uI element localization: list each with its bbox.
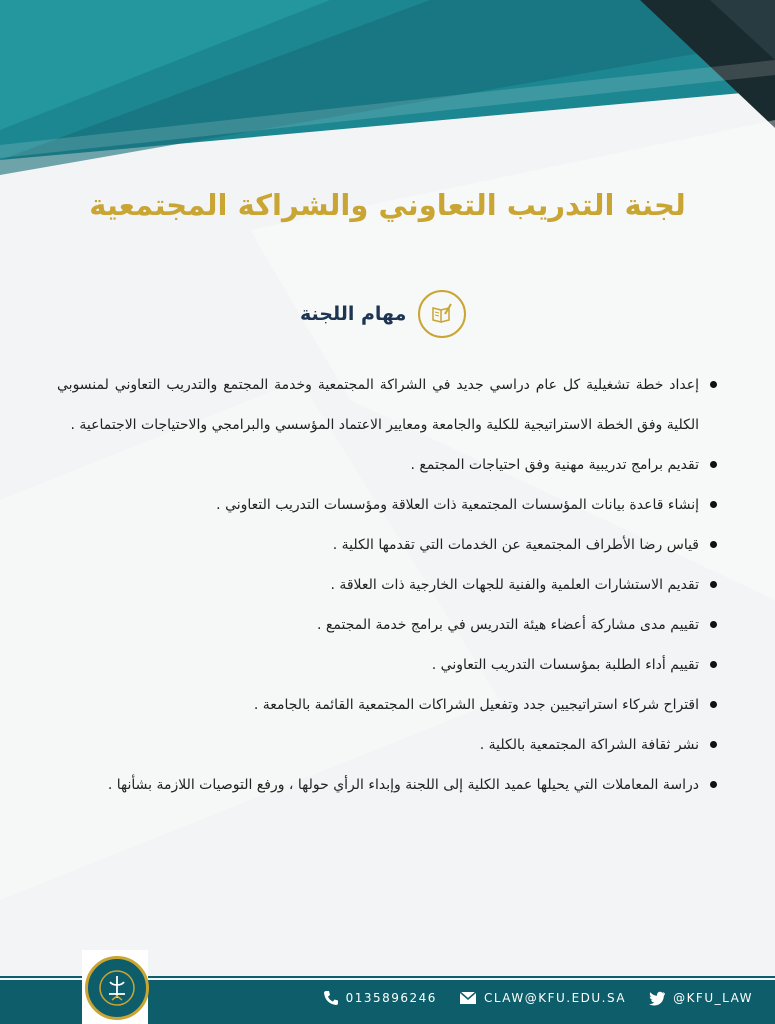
university-seal-icon — [85, 956, 149, 1020]
list-item: نشر ثقافة الشراكة المجتمعية بالكلية . — [57, 725, 717, 765]
email-address: CLAW@KFU.EDU.SA — [483, 991, 627, 1005]
twitter-contact[interactable] — [648, 991, 753, 1006]
page-title: لجنة التدريب التعاوني والشراكة المجتمعية — [89, 188, 686, 222]
list-item: تقييم أداء الطلبة بمؤسسات التدريب التعاوني . — [57, 645, 717, 685]
university-logo — [82, 950, 148, 1024]
twitter-icon — [648, 991, 666, 1006]
list-item: قياس رضا الأطراف المجتمعية عن الخدمات التي تقدمها الكلية . — [57, 525, 717, 565]
list-item: اقتراح شركاء استراتيجيين جدد وتفعيل الشراكات المجتمعية القائمة بالجامعة . — [57, 685, 717, 725]
section-header — [300, 290, 466, 338]
section-title: مهام اللجنة — [300, 303, 407, 325]
email-contact[interactable] — [459, 991, 626, 1005]
contact-info — [323, 990, 753, 1006]
list-item: تقديم الاستشارات العلمية والفنية للجهات الخارجية ذات العلاقة . — [57, 565, 717, 605]
list-item: تقييم مدى مشاركة أعضاء هيئة التدريس في برامج خدمة المجتمع . — [57, 605, 717, 645]
phone-icon — [323, 990, 339, 1006]
phone-number: 0135896246 — [345, 991, 437, 1005]
phone-contact[interactable] — [323, 990, 437, 1006]
list-item: تقديم برامج تدريبية مهنية وفق احتياجات المجتمع . — [57, 445, 717, 485]
book-pen-icon — [418, 290, 466, 338]
twitter-handle: @KFU_LAW — [673, 991, 753, 1005]
list-item: دراسة المعاملات التي يحيلها عميد الكلية إلى اللجنة وإبداء الرأي حولها ، ورفع التوصيات اللازمة بشأنها . — [57, 765, 717, 805]
list-item: إنشاء قاعدة بيانات المؤسسات المجتمعية ذات العلاقة ومؤسسات التدريب التعاوني . — [57, 485, 717, 525]
tasks-list — [57, 365, 717, 805]
list-item: إعداد خطة تشغيلية كل عام دراسي جديد في الشراكة المجتمعية وخدمة المجتمع والتدريب التعاوني لمنسوبي الكلية وفق الخطة الاستراتيجية للكلية والجامعة ومعايير الاعتماد المؤسسي والبرامجي والاحتياجات الاجتماعية . — [57, 365, 717, 445]
mail-icon — [459, 991, 477, 1005]
